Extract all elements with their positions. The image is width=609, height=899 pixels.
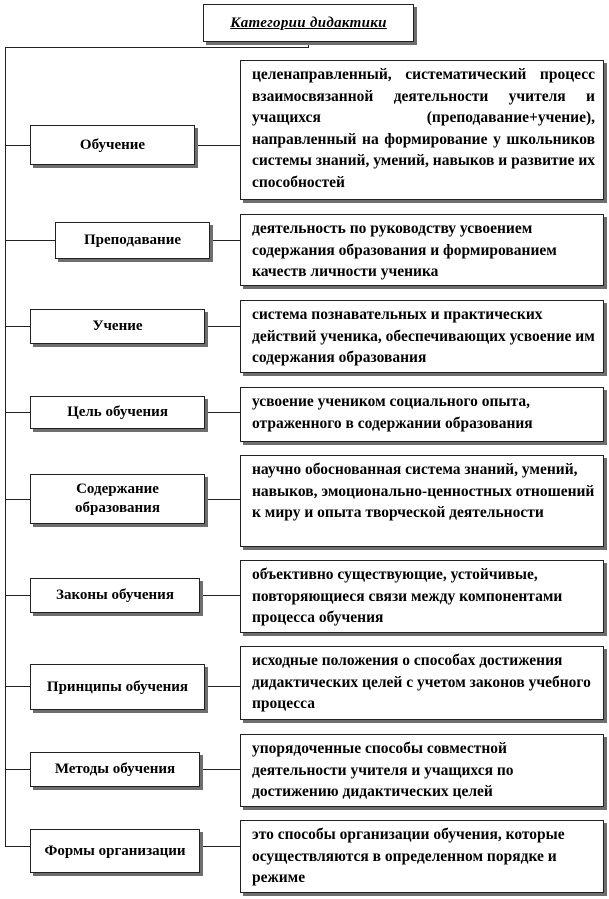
link-line (205, 686, 240, 687)
category-label: Учение (92, 318, 143, 334)
branch-line (5, 412, 30, 413)
branch-line (5, 846, 30, 847)
description-box (240, 214, 604, 286)
category-box (30, 752, 200, 787)
description-text: научно обоснованная система знаний, умений, навыков, эмоционально-ценностных отношений к миру и опыта творческой деятельности (252, 461, 595, 521)
trunk-line (5, 47, 6, 847)
link-line (205, 326, 240, 327)
category-label: Принципы обучения (46, 678, 189, 695)
branch-line (5, 240, 55, 241)
category-label: Законы обучения (56, 587, 174, 603)
category-box (30, 664, 205, 710)
category-label: Обучение (79, 136, 146, 153)
description-text: исходные положения о способах достижения дидактических целей с учетом законов учебного процесса (252, 652, 591, 712)
description-box (240, 455, 604, 547)
description-text: усвоение учеником социального опыта, отраженного в содержании образования (252, 393, 533, 432)
category-box (30, 396, 205, 429)
branch-line (5, 686, 30, 687)
link-line (200, 769, 240, 770)
diagram-title: Категории дидактики (230, 14, 387, 31)
link-line (210, 240, 240, 241)
description-text: упорядоченные способы совместной деятельности учителя и учащихся по достижению дидактических целей (252, 740, 514, 800)
category-box (30, 578, 200, 613)
description-box (240, 60, 604, 200)
description-box (240, 300, 604, 373)
description-box (240, 646, 604, 720)
link-line (205, 412, 240, 413)
diagram-title-box (203, 4, 414, 42)
branch-line (5, 499, 30, 500)
category-box (30, 309, 205, 344)
description-text: целенаправленный, систематический процесс взаимосвязанной деятельности учителя и учащихся (преподавание+учение), направленный на формирование у школьников системы знаний, умений, навыков и развитие их способностей (252, 66, 595, 191)
link-line (195, 145, 240, 146)
category-box (30, 474, 205, 524)
category-label: Формы организации (44, 842, 186, 859)
branch-line (5, 595, 30, 596)
connector-line (5, 47, 309, 48)
description-box (240, 820, 604, 893)
link-line (205, 499, 240, 500)
category-label: Содержание образования (75, 481, 160, 516)
category-box (30, 829, 200, 873)
description-text: система познавательных и практических действий ученика, обеспечивающих усвоение им содержания образования (252, 306, 595, 366)
description-text: объективно существующие, устойчивые, повторяющиеся связи между компонентами процесса обучения (252, 566, 563, 626)
category-box (55, 222, 210, 259)
branch-line (5, 145, 30, 146)
category-label: Преподавание (83, 232, 181, 248)
branch-line (5, 326, 30, 327)
description-text: это способы организации обучения, которые осуществляются в определенном порядке и режиме (252, 826, 565, 886)
description-box (240, 734, 604, 807)
link-line (200, 846, 240, 847)
category-label: Методы обучения (54, 761, 176, 777)
description-box (240, 387, 604, 442)
category-box (30, 125, 195, 165)
branch-line (5, 769, 30, 770)
description-text: деятельность по руководству усвоением содержания образования и формированием качеств личности ученика (252, 220, 557, 280)
link-line (200, 595, 240, 596)
category-label: Цель обучения (67, 404, 168, 420)
description-box (240, 560, 604, 633)
